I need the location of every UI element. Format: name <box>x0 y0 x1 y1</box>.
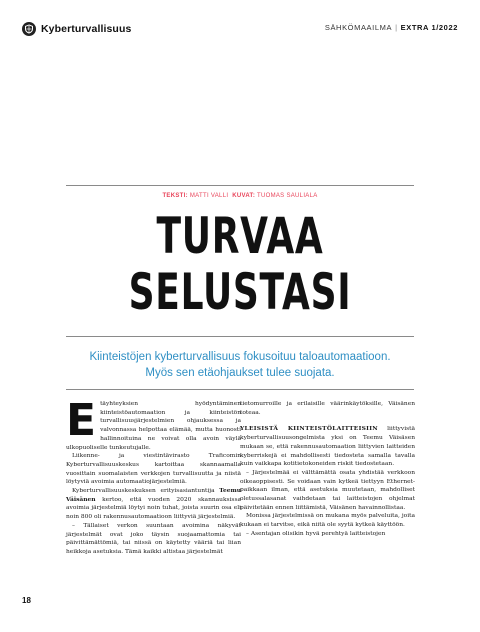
body-paragraph <box>66 395 241 452</box>
body-column-right <box>240 400 415 539</box>
credits <box>0 193 480 199</box>
page-number: 18 <box>22 596 31 605</box>
paragraph-text: Kyberturvallisuuskeskuksen erityisasiantuntija <box>72 488 220 495</box>
text-credit-label: TEKSTI: <box>162 193 188 199</box>
paragraph-text: täyhteyksien hyödyntäminen kiinteistöautomaation ja kiinteistön turvallisuusjärjestelmien ohjauksessa ja valvonnassa helpottaa elämää, mutta huonosti hallinnoituina ne voivat olla avoin väylä ulkopuoliselle tunkeutujalle. <box>66 401 241 451</box>
magazine-issue: SÄHKÖMAAILMA | EXTRA 1/2022 <box>324 23 458 32</box>
body-paragraph: – Järjestelmää ei välttämättä osata yhdistää verkkoon oikeaoppisesti. Se voidaan vain kytkeä tiettyyn Ethernet-paikkaan ilman, että asetuksia muutetaan, mahdolliset oletussalasanat vaihdetaan tai laitteistojen ohjelmat päivitetään ennen liittämistä, Väisänen havainnollistaa. <box>240 469 415 511</box>
photo-author: TUOMAS SAULIALA <box>257 193 318 199</box>
subheading: YLEISISTÄ KIINTEISTÖLAITTEISIIN <box>240 425 378 433</box>
magazine-name: SÄHKÖMAAILMA <box>324 23 393 32</box>
lead-line-2: Myös sen etäohjaukset tulee suojata. <box>145 367 335 379</box>
shield-globe-icon <box>22 22 36 36</box>
text-author: MATTI VALLI <box>189 193 229 199</box>
headline-line-1: TURVAA <box>156 207 324 265</box>
divider <box>66 336 414 337</box>
body-column-left <box>66 395 241 557</box>
drop-cap: E <box>66 395 97 446</box>
body-paragraph: – Asentajan olisikin hyvä perehtyä laitteistojen <box>246 530 386 537</box>
paragraph-text: kertoo, että vuoden 2020 skannauksissa avoimia järjestelmiä löytyi noin tuhat, joista suurin osa eli noin 800 oli rakennusautomaatioon liittyviä järjestelmiä. <box>66 496 241 521</box>
body-paragraph <box>66 487 241 522</box>
lead-paragraph <box>66 349 414 381</box>
body-paragraph: – Tällaiset verkon suuntaan avoimina näkyvät järjestelmät ovat joko täysin suojaamattomia tai päivittämättömiä, tai niissä on käytetty vääriä tai liian heikkoja asetuksia. Tämä kaikki altistaa järjestelmät <box>66 522 241 555</box>
body-paragraph: Monissa järjestelmissä on mukana myös palveluita, joita kukaan ei tarvitse, eikä niitä ole syytä kytkeä käyttöön. <box>240 513 415 529</box>
page-header <box>22 22 458 38</box>
photo-credit-label: KUVAT: <box>232 193 256 199</box>
headline-line-2: SELUSTASI <box>128 263 352 321</box>
divider <box>66 389 414 390</box>
issue-label: EXTRA 1/2022 <box>400 23 458 32</box>
section-title: Kyberturvallisuus <box>41 23 132 35</box>
person-name: Teemu Väisänen <box>66 487 241 503</box>
paragraph-text: liittyvistä kyberturvallisuusongelmista yksi on Teemu Väisäsen mukaan se, että rakennusautomaation liittyvien laitteiden kyberriskejä ei mahdollisesti tiedosteta samalla tavalla kuin vaikkapa kotitietokoneiden riskit tiedostetaan. <box>240 426 415 468</box>
body-paragraph: tietomurroille ja erilaisille väärinkäytöksille, Väisänen toteaa. <box>240 401 415 416</box>
divider <box>66 185 414 186</box>
lead-line-1: Kiinteistöjen kyberturvallisuus fokusoituu taloautomaatioon. <box>89 351 391 363</box>
body-paragraph <box>240 425 415 469</box>
section-label <box>22 22 131 36</box>
body-paragraph: Liikenne- ja viestintävirasto Traficomin Kyberturvallisuuskeskus kartoittaa skannaamalla vuosittain suomalaisten verkkojen turvallisuutta ja niistä löytyviä avoimia automaatiojärjestelmiä. <box>66 453 241 486</box>
